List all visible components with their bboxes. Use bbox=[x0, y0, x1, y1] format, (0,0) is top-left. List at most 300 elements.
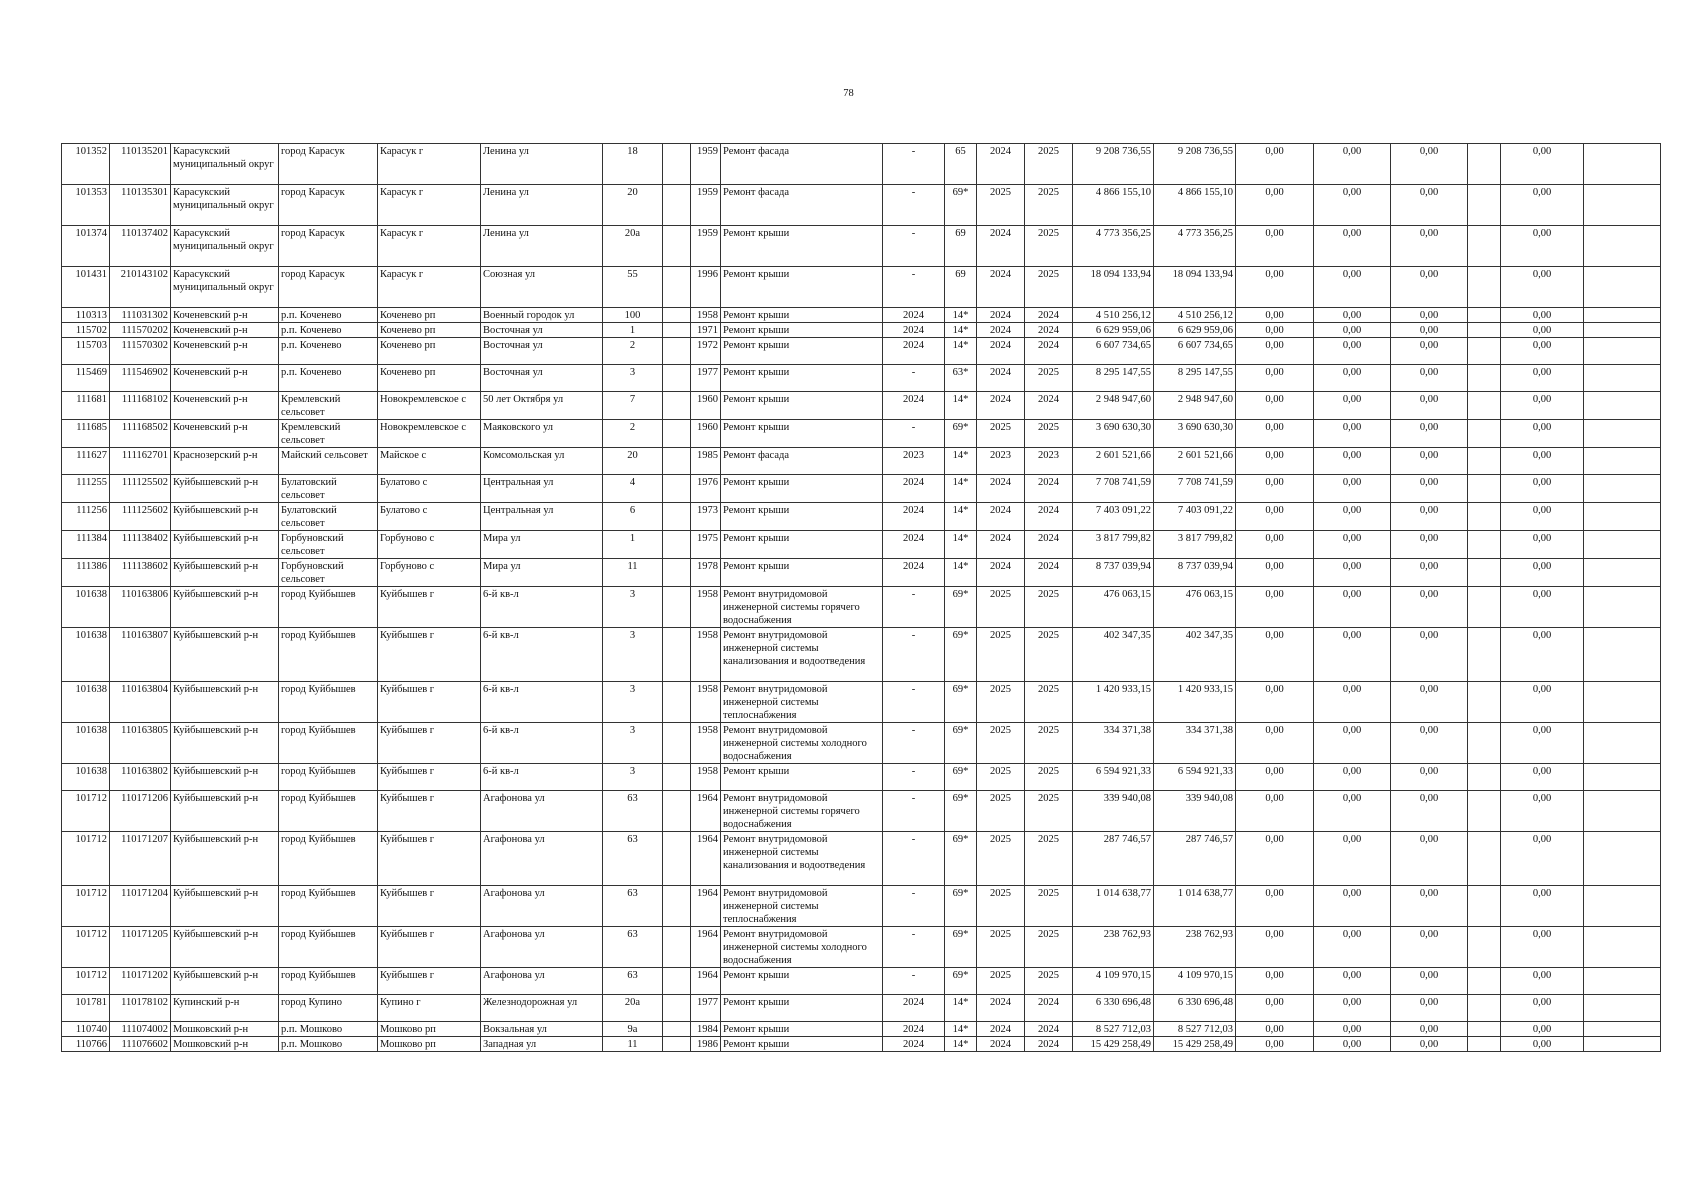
cell-year-built: 1959 bbox=[691, 226, 721, 267]
cell-owners-cost: 0,00 bbox=[1501, 365, 1584, 392]
cell-end-year: 2025 bbox=[1025, 420, 1073, 448]
cell-street: Западная ул bbox=[481, 1037, 603, 1052]
cell-previous-year: - bbox=[883, 365, 945, 392]
cell-municipality: Булатовский сельсовет bbox=[279, 503, 378, 531]
cell-work-type: Ремонт крыши bbox=[721, 503, 883, 531]
table-row bbox=[62, 475, 1661, 503]
cell-wear-percent: 69* bbox=[945, 723, 977, 764]
cell-regional-fund-cost: 4 109 970,15 bbox=[1154, 968, 1236, 995]
cell-local-budget-cost: 0,00 bbox=[1391, 308, 1468, 323]
cell-end-year: 2025 bbox=[1025, 886, 1073, 927]
cell-owners-cost: 0,00 bbox=[1501, 185, 1584, 226]
cell-house-code: 101638 bbox=[62, 587, 110, 628]
cell-record-id: 111031302 bbox=[110, 308, 171, 323]
cell-municipality: р.п. Коченево bbox=[279, 338, 378, 365]
cell-total-cost: 6 330 696,48 bbox=[1073, 995, 1154, 1022]
cell-owners-cost: 0,00 bbox=[1501, 392, 1584, 420]
cell-note bbox=[1584, 764, 1661, 791]
cell-end-year: 2024 bbox=[1025, 1037, 1073, 1052]
cell-wear-percent: 14* bbox=[945, 475, 977, 503]
cell-note bbox=[1584, 267, 1661, 308]
cell-total-cost: 7 403 091,22 bbox=[1073, 503, 1154, 531]
cell-locality: Горбуново с bbox=[378, 559, 481, 587]
cell-end-year: 2024 bbox=[1025, 559, 1073, 587]
cell-record-id: 110137402 bbox=[110, 226, 171, 267]
cell-owners-cost: 0,00 bbox=[1501, 832, 1584, 886]
cell-record-id: 210143102 bbox=[110, 267, 171, 308]
cell-locality: Коченево рп bbox=[378, 338, 481, 365]
cell-municipality: город Куйбышев bbox=[279, 968, 378, 995]
cell-house-number: 9а bbox=[603, 1022, 663, 1037]
cell-owners-cost: 0,00 bbox=[1501, 628, 1584, 682]
cell-federal-cost: 0,00 bbox=[1236, 308, 1314, 323]
cell-regional-budget-cost: 0,00 bbox=[1314, 144, 1391, 185]
cell-district: Карасукский муниципальный округ bbox=[171, 226, 279, 267]
cell-local-budget-cost: 0,00 bbox=[1391, 832, 1468, 886]
cell-local-budget-cost: 0,00 bbox=[1391, 791, 1468, 832]
cell-year-built: 1959 bbox=[691, 185, 721, 226]
cell-street: Ленина ул bbox=[481, 226, 603, 267]
cell-locality: Куйбышев г bbox=[378, 927, 481, 968]
cell-owners-cost: 0,00 bbox=[1501, 475, 1584, 503]
cell-district: Куйбышевский р-н bbox=[171, 968, 279, 995]
cell-street: 6-й кв-л bbox=[481, 682, 603, 723]
cell-regional-budget-cost: 0,00 bbox=[1314, 338, 1391, 365]
cell-note bbox=[1584, 886, 1661, 927]
cell-building bbox=[663, 365, 691, 392]
cell-district: Коченевский р-н bbox=[171, 365, 279, 392]
cell-owners-share bbox=[1468, 587, 1501, 628]
cell-building bbox=[663, 448, 691, 475]
cell-federal-cost: 0,00 bbox=[1236, 832, 1314, 886]
cell-wear-percent: 69 bbox=[945, 267, 977, 308]
cell-previous-year: - bbox=[883, 968, 945, 995]
cell-federal-cost: 0,00 bbox=[1236, 723, 1314, 764]
table-row bbox=[62, 886, 1661, 927]
cell-district: Коченевский р-н bbox=[171, 323, 279, 338]
cell-end-year: 2025 bbox=[1025, 185, 1073, 226]
cell-record-id: 111570202 bbox=[110, 323, 171, 338]
cell-total-cost: 402 347,35 bbox=[1073, 628, 1154, 682]
cell-locality: Куйбышев г bbox=[378, 628, 481, 682]
cell-owners-share bbox=[1468, 392, 1501, 420]
cell-locality: Купино г bbox=[378, 995, 481, 1022]
cell-house-number: 20а bbox=[603, 995, 663, 1022]
cell-federal-cost: 0,00 bbox=[1236, 1022, 1314, 1037]
cell-owners-share bbox=[1468, 365, 1501, 392]
cell-note bbox=[1584, 323, 1661, 338]
cell-house-code: 101638 bbox=[62, 682, 110, 723]
cell-year-built: 1976 bbox=[691, 475, 721, 503]
cell-house-code: 115703 bbox=[62, 338, 110, 365]
cell-local-budget-cost: 0,00 bbox=[1391, 420, 1468, 448]
cell-work-type: Ремонт крыши bbox=[721, 968, 883, 995]
cell-local-budget-cost: 0,00 bbox=[1391, 587, 1468, 628]
cell-total-cost: 1 420 933,15 bbox=[1073, 682, 1154, 723]
cell-wear-percent: 14* bbox=[945, 323, 977, 338]
cell-total-cost: 238 762,93 bbox=[1073, 927, 1154, 968]
cell-house-code: 101353 bbox=[62, 185, 110, 226]
cell-owners-cost: 0,00 bbox=[1501, 1022, 1584, 1037]
cell-owners-cost: 0,00 bbox=[1501, 559, 1584, 587]
cell-district: Коченевский р-н bbox=[171, 420, 279, 448]
cell-district: Коченевский р-н bbox=[171, 308, 279, 323]
cell-street: Военный городок ул bbox=[481, 308, 603, 323]
table-row bbox=[62, 226, 1661, 267]
cell-note bbox=[1584, 995, 1661, 1022]
cell-federal-cost: 0,00 bbox=[1236, 420, 1314, 448]
cell-federal-cost: 0,00 bbox=[1236, 1037, 1314, 1052]
cell-regional-budget-cost: 0,00 bbox=[1314, 559, 1391, 587]
cell-building bbox=[663, 308, 691, 323]
cell-start-year: 2024 bbox=[977, 144, 1025, 185]
cell-federal-cost: 0,00 bbox=[1236, 226, 1314, 267]
cell-wear-percent: 69* bbox=[945, 832, 977, 886]
cell-start-year: 2025 bbox=[977, 185, 1025, 226]
table-row bbox=[62, 365, 1661, 392]
cell-municipality: р.п. Коченево bbox=[279, 308, 378, 323]
program-table bbox=[61, 143, 1661, 1052]
cell-locality: Майское с bbox=[378, 448, 481, 475]
cell-locality: Мошково рп bbox=[378, 1022, 481, 1037]
cell-wear-percent: 69* bbox=[945, 628, 977, 682]
cell-street: Восточная ул bbox=[481, 323, 603, 338]
cell-owners-cost: 0,00 bbox=[1501, 886, 1584, 927]
cell-owners-share bbox=[1468, 723, 1501, 764]
cell-year-built: 1958 bbox=[691, 764, 721, 791]
cell-owners-share bbox=[1468, 559, 1501, 587]
cell-work-type: Ремонт внутридомовой инженерной системы холодного водоснабжения bbox=[721, 927, 883, 968]
cell-note bbox=[1584, 723, 1661, 764]
cell-previous-year: - bbox=[883, 144, 945, 185]
cell-regional-budget-cost: 0,00 bbox=[1314, 475, 1391, 503]
cell-house-number: 11 bbox=[603, 1037, 663, 1052]
cell-work-type: Ремонт крыши bbox=[721, 226, 883, 267]
cell-district: Куйбышевский р-н bbox=[171, 886, 279, 927]
cell-start-year: 2024 bbox=[977, 392, 1025, 420]
cell-house-number: 3 bbox=[603, 628, 663, 682]
cell-street: 6-й кв-л bbox=[481, 764, 603, 791]
cell-record-id: 110135301 bbox=[110, 185, 171, 226]
cell-federal-cost: 0,00 bbox=[1236, 338, 1314, 365]
cell-wear-percent: 69* bbox=[945, 682, 977, 723]
cell-street: Мира ул bbox=[481, 531, 603, 559]
cell-federal-cost: 0,00 bbox=[1236, 682, 1314, 723]
cell-street: Ленина ул bbox=[481, 144, 603, 185]
cell-previous-year: - bbox=[883, 764, 945, 791]
cell-wear-percent: 14* bbox=[945, 995, 977, 1022]
cell-house-number: 3 bbox=[603, 365, 663, 392]
cell-owners-cost: 0,00 bbox=[1501, 338, 1584, 365]
cell-total-cost: 2 601 521,66 bbox=[1073, 448, 1154, 475]
cell-previous-year: 2024 bbox=[883, 392, 945, 420]
cell-wear-percent: 63* bbox=[945, 365, 977, 392]
cell-owners-cost: 0,00 bbox=[1501, 323, 1584, 338]
cell-building bbox=[663, 267, 691, 308]
cell-record-id: 110171204 bbox=[110, 886, 171, 927]
cell-end-year: 2025 bbox=[1025, 628, 1073, 682]
cell-district: Коченевский р-н bbox=[171, 338, 279, 365]
cell-building bbox=[663, 226, 691, 267]
cell-regional-fund-cost: 4 773 356,25 bbox=[1154, 226, 1236, 267]
cell-previous-year: 2023 bbox=[883, 448, 945, 475]
cell-local-budget-cost: 0,00 bbox=[1391, 927, 1468, 968]
cell-record-id: 111076602 bbox=[110, 1037, 171, 1052]
cell-work-type: Ремонт внутридомовой инженерной системы холодного водоснабжения bbox=[721, 723, 883, 764]
cell-federal-cost: 0,00 bbox=[1236, 365, 1314, 392]
cell-house-number: 3 bbox=[603, 587, 663, 628]
cell-regional-fund-cost: 2 601 521,66 bbox=[1154, 448, 1236, 475]
cell-building bbox=[663, 392, 691, 420]
cell-start-year: 2024 bbox=[977, 1037, 1025, 1052]
cell-total-cost: 7 708 741,59 bbox=[1073, 475, 1154, 503]
cell-street: Агафонова ул bbox=[481, 791, 603, 832]
cell-regional-fund-cost: 6 607 734,65 bbox=[1154, 338, 1236, 365]
cell-note bbox=[1584, 832, 1661, 886]
cell-start-year: 2024 bbox=[977, 1022, 1025, 1037]
cell-year-built: 1959 bbox=[691, 144, 721, 185]
cell-year-built: 1977 bbox=[691, 365, 721, 392]
cell-note bbox=[1584, 559, 1661, 587]
cell-work-type: Ремонт фасада bbox=[721, 185, 883, 226]
cell-regional-fund-cost: 8 295 147,55 bbox=[1154, 365, 1236, 392]
cell-start-year: 2025 bbox=[977, 832, 1025, 886]
cell-house-code: 115469 bbox=[62, 365, 110, 392]
cell-local-budget-cost: 0,00 bbox=[1391, 365, 1468, 392]
table-row bbox=[62, 392, 1661, 420]
table-row bbox=[62, 723, 1661, 764]
cell-district: Мошковский р-н bbox=[171, 1022, 279, 1037]
cell-street: Мира ул bbox=[481, 559, 603, 587]
cell-building bbox=[663, 420, 691, 448]
cell-note bbox=[1584, 392, 1661, 420]
cell-local-budget-cost: 0,00 bbox=[1391, 1037, 1468, 1052]
cell-note bbox=[1584, 1022, 1661, 1037]
cell-federal-cost: 0,00 bbox=[1236, 791, 1314, 832]
cell-municipality: город Куйбышев bbox=[279, 587, 378, 628]
cell-municipality: город Карасук bbox=[279, 185, 378, 226]
cell-end-year: 2025 bbox=[1025, 791, 1073, 832]
cell-local-budget-cost: 0,00 bbox=[1391, 185, 1468, 226]
table-row bbox=[62, 448, 1661, 475]
cell-wear-percent: 69* bbox=[945, 927, 977, 968]
cell-district: Куйбышевский р-н bbox=[171, 682, 279, 723]
table-row bbox=[62, 338, 1661, 365]
cell-previous-year: 2024 bbox=[883, 559, 945, 587]
cell-record-id: 111138402 bbox=[110, 531, 171, 559]
cell-record-id: 110135201 bbox=[110, 144, 171, 185]
table-row bbox=[62, 968, 1661, 995]
cell-year-built: 1960 bbox=[691, 420, 721, 448]
cell-building bbox=[663, 323, 691, 338]
cell-owners-cost: 0,00 bbox=[1501, 531, 1584, 559]
cell-owners-share bbox=[1468, 226, 1501, 267]
cell-owners-cost: 0,00 bbox=[1501, 308, 1584, 323]
cell-house-number: 3 bbox=[603, 682, 663, 723]
cell-building bbox=[663, 764, 691, 791]
cell-owners-cost: 0,00 bbox=[1501, 267, 1584, 308]
cell-locality: Куйбышев г bbox=[378, 832, 481, 886]
cell-house-code: 115702 bbox=[62, 323, 110, 338]
cell-previous-year: - bbox=[883, 185, 945, 226]
cell-house-number: 20 bbox=[603, 185, 663, 226]
cell-house-number: 7 bbox=[603, 392, 663, 420]
cell-building bbox=[663, 968, 691, 995]
cell-end-year: 2024 bbox=[1025, 995, 1073, 1022]
cell-end-year: 2025 bbox=[1025, 365, 1073, 392]
cell-house-code: 101638 bbox=[62, 628, 110, 682]
cell-local-budget-cost: 0,00 bbox=[1391, 338, 1468, 365]
cell-regional-fund-cost: 6 330 696,48 bbox=[1154, 995, 1236, 1022]
cell-start-year: 2023 bbox=[977, 448, 1025, 475]
cell-regional-budget-cost: 0,00 bbox=[1314, 1037, 1391, 1052]
cell-regional-budget-cost: 0,00 bbox=[1314, 628, 1391, 682]
cell-start-year: 2024 bbox=[977, 995, 1025, 1022]
cell-street: 6-й кв-л bbox=[481, 723, 603, 764]
cell-year-built: 1986 bbox=[691, 1037, 721, 1052]
cell-end-year: 2025 bbox=[1025, 927, 1073, 968]
program-table-container bbox=[61, 143, 1637, 1052]
cell-note bbox=[1584, 308, 1661, 323]
cell-total-cost: 3 817 799,82 bbox=[1073, 531, 1154, 559]
cell-work-type: Ремонт крыши bbox=[721, 392, 883, 420]
cell-building bbox=[663, 144, 691, 185]
cell-owners-cost: 0,00 bbox=[1501, 226, 1584, 267]
cell-street: Маяковского ул bbox=[481, 420, 603, 448]
cell-owners-cost: 0,00 bbox=[1501, 764, 1584, 791]
cell-house-number: 18 bbox=[603, 144, 663, 185]
cell-end-year: 2024 bbox=[1025, 531, 1073, 559]
cell-previous-year: - bbox=[883, 791, 945, 832]
cell-wear-percent: 14* bbox=[945, 1037, 977, 1052]
cell-building bbox=[663, 559, 691, 587]
cell-locality: Булатово с bbox=[378, 475, 481, 503]
cell-locality: Карасук г bbox=[378, 144, 481, 185]
cell-start-year: 2025 bbox=[977, 968, 1025, 995]
cell-regional-fund-cost: 4 510 256,12 bbox=[1154, 308, 1236, 323]
cell-federal-cost: 0,00 bbox=[1236, 927, 1314, 968]
cell-regional-budget-cost: 0,00 bbox=[1314, 927, 1391, 968]
cell-district: Куйбышевский р-н bbox=[171, 475, 279, 503]
cell-note bbox=[1584, 226, 1661, 267]
cell-work-type: Ремонт крыши bbox=[721, 1037, 883, 1052]
cell-owners-share bbox=[1468, 968, 1501, 995]
cell-note bbox=[1584, 448, 1661, 475]
cell-house-number: 1 bbox=[603, 531, 663, 559]
cell-district: Куйбышевский р-н bbox=[171, 791, 279, 832]
cell-work-type: Ремонт крыши bbox=[721, 531, 883, 559]
cell-owners-share bbox=[1468, 448, 1501, 475]
cell-owners-share bbox=[1468, 791, 1501, 832]
cell-local-budget-cost: 0,00 bbox=[1391, 723, 1468, 764]
cell-owners-cost: 0,00 bbox=[1501, 1037, 1584, 1052]
cell-local-budget-cost: 0,00 bbox=[1391, 886, 1468, 927]
cell-note bbox=[1584, 338, 1661, 365]
cell-year-built: 1958 bbox=[691, 628, 721, 682]
cell-owners-share bbox=[1468, 832, 1501, 886]
cell-building bbox=[663, 682, 691, 723]
table-row bbox=[62, 927, 1661, 968]
cell-regional-budget-cost: 0,00 bbox=[1314, 886, 1391, 927]
cell-federal-cost: 0,00 bbox=[1236, 185, 1314, 226]
cell-owners-share bbox=[1468, 531, 1501, 559]
cell-work-type: Ремонт внутридомовой инженерной системы канализования и водоотведения bbox=[721, 628, 883, 682]
cell-previous-year: 2024 bbox=[883, 531, 945, 559]
cell-municipality: город Куйбышев bbox=[279, 791, 378, 832]
cell-regional-fund-cost: 7 708 741,59 bbox=[1154, 475, 1236, 503]
table-row bbox=[62, 995, 1661, 1022]
cell-year-built: 1973 bbox=[691, 503, 721, 531]
cell-year-built: 1985 bbox=[691, 448, 721, 475]
cell-previous-year: - bbox=[883, 587, 945, 628]
cell-house-code: 101712 bbox=[62, 791, 110, 832]
cell-house-number: 20 bbox=[603, 448, 663, 475]
cell-street: 50 лет Октября ул bbox=[481, 392, 603, 420]
cell-record-id: 110163805 bbox=[110, 723, 171, 764]
cell-year-built: 1964 bbox=[691, 886, 721, 927]
cell-end-year: 2025 bbox=[1025, 832, 1073, 886]
cell-street: 6-й кв-л bbox=[481, 628, 603, 682]
cell-local-budget-cost: 0,00 bbox=[1391, 267, 1468, 308]
cell-wear-percent: 69* bbox=[945, 587, 977, 628]
cell-start-year: 2024 bbox=[977, 365, 1025, 392]
cell-house-number: 63 bbox=[603, 832, 663, 886]
cell-year-built: 1960 bbox=[691, 392, 721, 420]
cell-house-number: 20а bbox=[603, 226, 663, 267]
cell-house-number: 63 bbox=[603, 791, 663, 832]
cell-end-year: 2024 bbox=[1025, 338, 1073, 365]
cell-locality: Мошково рп bbox=[378, 1037, 481, 1052]
cell-house-code: 111256 bbox=[62, 503, 110, 531]
cell-owners-cost: 0,00 bbox=[1501, 927, 1584, 968]
cell-locality: Куйбышев г bbox=[378, 968, 481, 995]
cell-year-built: 1958 bbox=[691, 587, 721, 628]
cell-building bbox=[663, 791, 691, 832]
cell-year-built: 1984 bbox=[691, 1022, 721, 1037]
cell-municipality: город Карасук bbox=[279, 226, 378, 267]
cell-record-id: 111168502 bbox=[110, 420, 171, 448]
cell-owners-cost: 0,00 bbox=[1501, 723, 1584, 764]
cell-work-type: Ремонт крыши bbox=[721, 764, 883, 791]
cell-building bbox=[663, 503, 691, 531]
cell-record-id: 111162701 bbox=[110, 448, 171, 475]
cell-house-number: 100 bbox=[603, 308, 663, 323]
cell-wear-percent: 14* bbox=[945, 531, 977, 559]
cell-start-year: 2025 bbox=[977, 420, 1025, 448]
cell-federal-cost: 0,00 bbox=[1236, 144, 1314, 185]
cell-total-cost: 6 629 959,06 bbox=[1073, 323, 1154, 338]
cell-work-type: Ремонт внутридомовой инженерной системы горячего водоснабжения bbox=[721, 791, 883, 832]
cell-locality: Куйбышев г bbox=[378, 682, 481, 723]
cell-locality: Карасук г bbox=[378, 226, 481, 267]
cell-locality: Коченево рп bbox=[378, 365, 481, 392]
cell-house-number: 63 bbox=[603, 927, 663, 968]
cell-municipality: Майский сельсовет bbox=[279, 448, 378, 475]
cell-work-type: Ремонт фасада bbox=[721, 448, 883, 475]
cell-house-number: 1 bbox=[603, 323, 663, 338]
cell-wear-percent: 14* bbox=[945, 559, 977, 587]
cell-owners-share bbox=[1468, 1037, 1501, 1052]
cell-house-code: 111386 bbox=[62, 559, 110, 587]
cell-owners-cost: 0,00 bbox=[1501, 503, 1584, 531]
cell-local-budget-cost: 0,00 bbox=[1391, 226, 1468, 267]
cell-locality: Куйбышев г bbox=[378, 587, 481, 628]
cell-owners-share bbox=[1468, 628, 1501, 682]
cell-work-type: Ремонт крыши bbox=[721, 420, 883, 448]
cell-house-number: 55 bbox=[603, 267, 663, 308]
table-row bbox=[62, 832, 1661, 886]
cell-municipality: город Карасук bbox=[279, 267, 378, 308]
